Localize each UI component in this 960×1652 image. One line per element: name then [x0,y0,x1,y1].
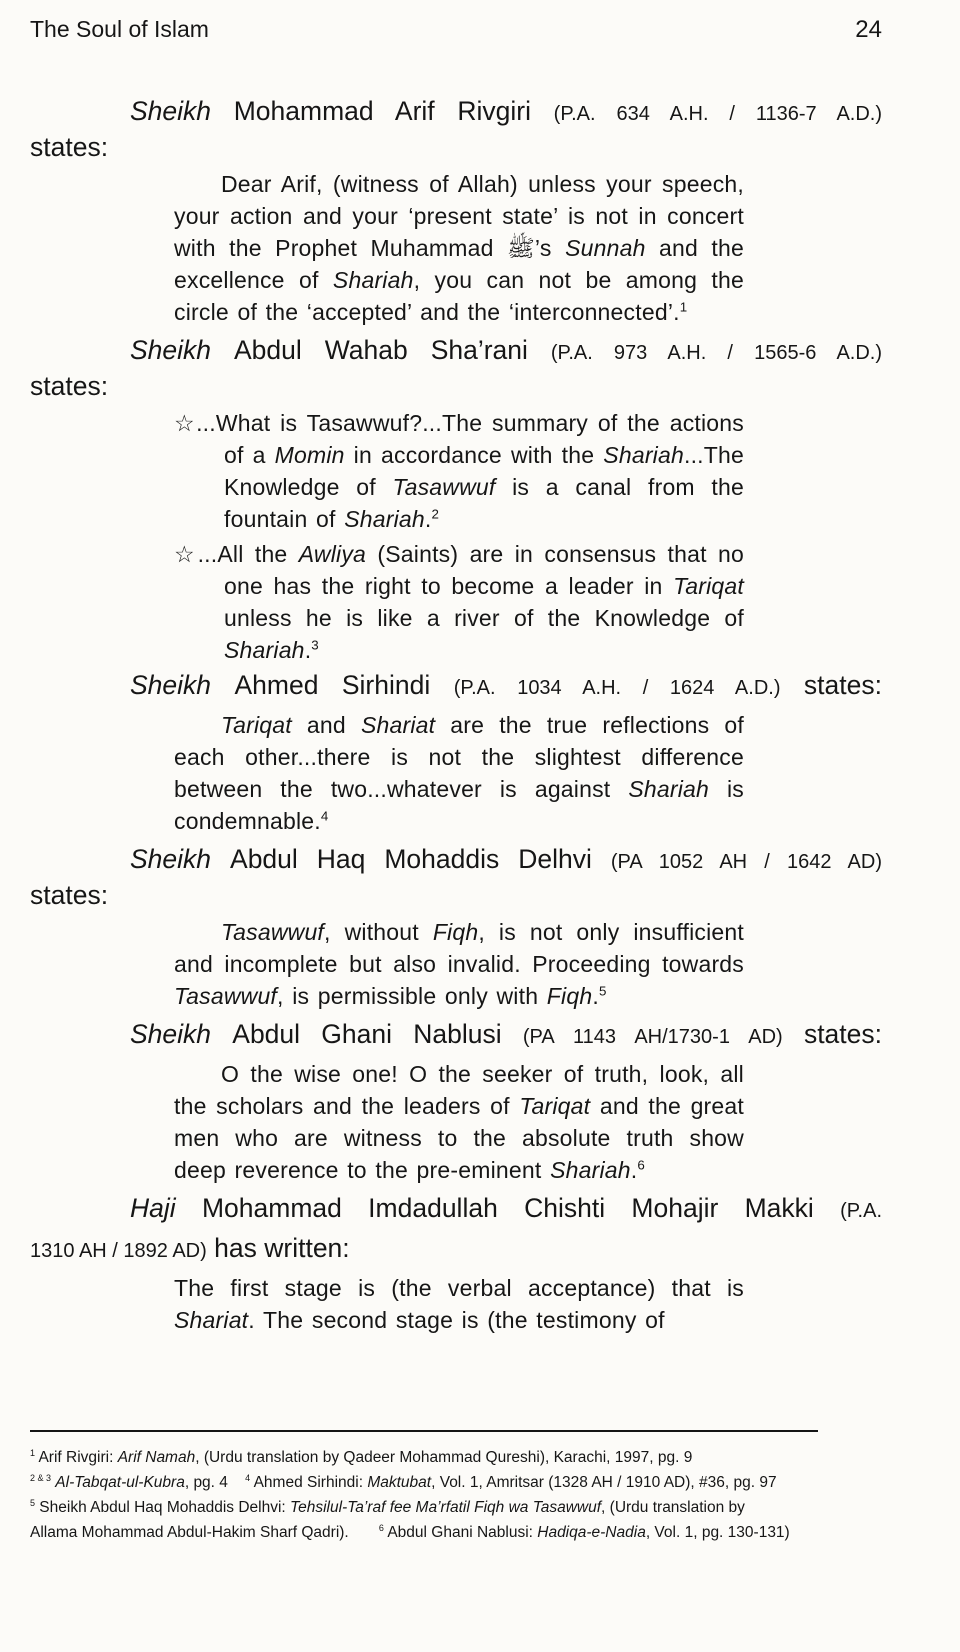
star-quote-tasawwuf: ☆...What is Tasawwuf?...The summary of the actions of a Momin in accordance with the Shariah...The Knowledge of Tasawwuf is a canal from the fountain of Shariah.$^2$ [174,410,744,532]
star-quote-awliya: ☆...All the Awliya (Saints) are in consensus that no one has the right to become a leader in Tariqat unless he is like a river of the Knowledge of Shariah.$^3$ [174,541,744,663]
footnote-1: $^1$ Arif Rivgiri: Arif Namah, (Urdu translation by Qadeer Mohammad Qureshi), Karachi, 1997, pg. 9 [30,1447,693,1466]
running-title: The Soul of Islam [30,16,209,42]
quote-sirhindi: Tariqat and Shariat are the true reflections of each other...there is not the slightest difference between the two...whatever is against Shariah is condemnable.$^4$ [174,712,744,834]
speaker-heading-makki-line1: Haji Mohammad Imdadullah Chishti Mohajir Makki (P.A. [130,1193,882,1223]
quote-makki: The first stage is (the verbal acceptance) that is Shariat. The second stage is (the testimony of [174,1275,744,1333]
footnote-5-6: $^5$ Sheikh Abdul Haq Mohaddis Delhvi: Tehsilul-Ta’raf fee Ma’rfatil Fiqh wa Tasawwuf, (Urdu translation by Allama Mohammad Abdul-Hakim Sharf Qadri). $^6$ Abdul Ghani Nablusi: Hadiqa-e-Nadia, Vol. 1, pg. 130-131) [30,1497,790,1541]
quote-nablusi: O the wise one! O the seeker of truth, look, all the scholars and the leaders of Tariqat and the great men who are witness to the absolute truth show deep reverence to the pre-eminent Shariah.$^6$ [174,1061,744,1183]
quote-rivgiri: Dear Arif, (witness of Allah) unless your speech, your action and your ‘present state’ is not in concert with the Prophet Muhammad ﷺ’s Sunnah and the excellence of Shariah, you can not be among the circle of the ‘accepted’ and the ‘interconnected’.$^1$ [174,171,744,325]
speaker-heading-rivgiri: Sheikh Mohammad Arif Rivgiri (P.A. 634 A.H. / 1136-7 A.D.) states: [30,96,882,162]
speaker-heading-delhvi: Sheikh Abdul Haq Mohaddis Delhvi (PA 1052 AH / 1642 AD) states: [30,844,882,910]
speaker-heading-nablusi: Sheikh Abdul Ghani Nablusi (PA 1143 AH/1730-1 AD) states: [130,1019,882,1049]
page-body [30,92,882,1426]
speaker-heading-sharani: Sheikh Abdul Wahab Sha’rani (P.A. 973 A.H. / 1565-6 A.D.) states: [30,335,882,401]
page-header [30,16,882,44]
page-number: 24 [855,16,882,43]
footnote-divider [30,1430,818,1432]
speaker-heading-sirhindi: Sheikh Ahmed Sirhindi (P.A. 1034 A.H. / 1624 A.D.) states: [130,670,882,700]
footnote-2-3-4: $^{2 \& 3}$ Al-Tabqat-ul-Kubra, pg. 4 $^4$ Ahmed Sirhindi: Maktubat, Vol. 1, Amritsar (1328 AH / 1910 AD), #36, pg. 97 [30,1472,777,1491]
footnote-area [30,1430,882,1545]
quote-delhvi: Tasawwuf, without Fiqh, is not only insufficient and incomplete but also invalid. Proceeding towards Tasawwuf, is permissible only with Fiqh.$^5$ [174,919,744,1009]
speaker-heading-makki-line2: 1310 AH / 1892 AD) has written: [30,1233,350,1263]
